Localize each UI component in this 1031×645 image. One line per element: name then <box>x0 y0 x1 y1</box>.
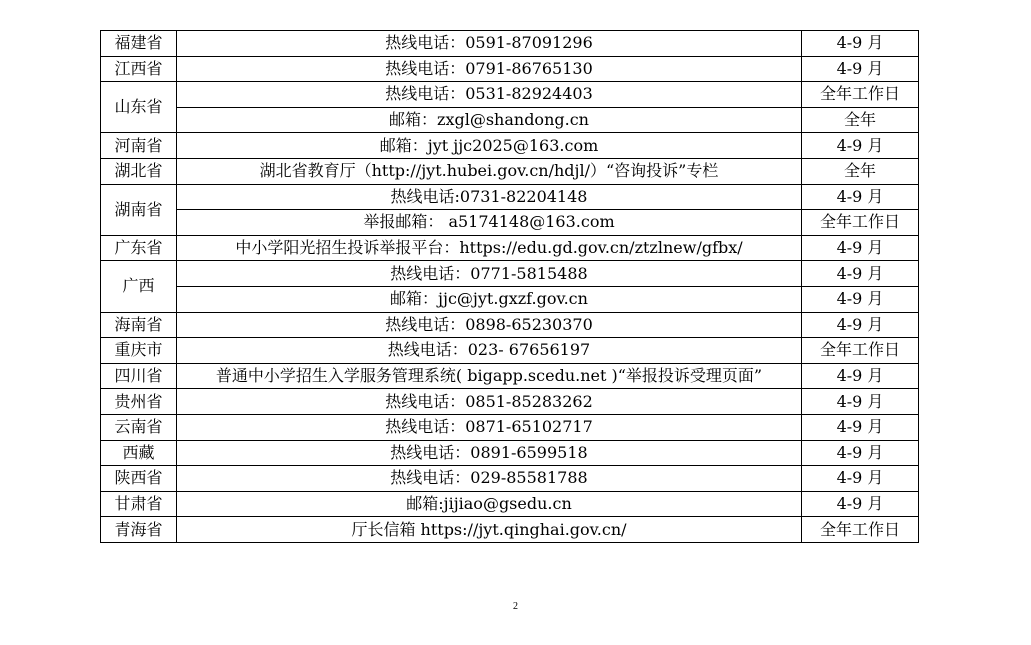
time-cell: 4-9 月 <box>802 184 919 210</box>
contact-cell: 热线电话：0791-86765130 <box>177 56 802 82</box>
table-row <box>101 414 919 440</box>
time-cell: 4-9 月 <box>802 491 919 517</box>
table-row <box>101 184 919 210</box>
table-row <box>101 440 919 466</box>
contact-cell: 邮箱：jjc@jyt.gxzf.gov.cn <box>177 286 802 312</box>
table-row <box>101 338 919 364</box>
time-cell: 4-9 月 <box>802 286 919 312</box>
table-row <box>101 158 919 184</box>
contact-cell: 邮箱：zxgl@shandong.cn <box>177 107 802 133</box>
contact-cell: 中小学阳光招生投诉举报平台：https://edu.gd.gov.cn/ztzlnew/gfbx/ <box>177 235 802 261</box>
contact-cell: 热线电话：0851-85283262 <box>177 389 802 415</box>
province-cell: 山东省 <box>101 82 177 133</box>
table-row <box>101 107 919 133</box>
time-cell: 4-9 月 <box>802 389 919 415</box>
contact-cell: 邮箱:jijiao@gsedu.cn <box>177 491 802 517</box>
time-cell: 4-9 月 <box>802 312 919 338</box>
contact-cell: 热线电话：0771-5815488 <box>177 261 802 287</box>
table-row <box>101 466 919 492</box>
table-row <box>101 312 919 338</box>
contact-cell: 热线电话:0731-82204148 <box>177 184 802 210</box>
province-cell: 海南省 <box>101 312 177 338</box>
time-cell: 4-9 月 <box>802 133 919 159</box>
table-row <box>101 286 919 312</box>
province-cell: 云南省 <box>101 414 177 440</box>
contact-cell: 热线电话：0531-82924403 <box>177 82 802 108</box>
time-cell: 全年工作日 <box>802 210 919 236</box>
table-body <box>101 31 919 543</box>
contact-table <box>100 30 919 543</box>
province-cell: 陕西省 <box>101 466 177 492</box>
time-cell: 4-9 月 <box>802 56 919 82</box>
contact-cell: 厅长信箱 https://jyt.qinghai.gov.cn/ <box>177 517 802 543</box>
contact-cell: 举报邮箱： a5174148@163.com <box>177 210 802 236</box>
table-row <box>101 261 919 287</box>
time-cell: 全年工作日 <box>802 82 919 108</box>
time-cell: 4-9 月 <box>802 261 919 287</box>
contact-cell: 热线电话：0898-65230370 <box>177 312 802 338</box>
province-cell: 福建省 <box>101 31 177 57</box>
province-cell: 西藏 <box>101 440 177 466</box>
contact-cell: 普通中小学招生入学服务管理系统( bigapp.scedu.net )“举报投诉受理页面” <box>177 363 802 389</box>
time-cell: 4-9 月 <box>802 363 919 389</box>
table-row <box>101 31 919 57</box>
time-cell: 全年 <box>802 158 919 184</box>
page-number: 2 <box>513 601 518 612</box>
table-row <box>101 389 919 415</box>
province-cell: 江西省 <box>101 56 177 82</box>
contact-cell: 热线电话：023- 67656197 <box>177 338 802 364</box>
province-cell: 广西 <box>101 261 177 312</box>
time-cell: 4-9 月 <box>802 235 919 261</box>
table-row <box>101 133 919 159</box>
table-row <box>101 517 919 543</box>
province-cell: 甘肃省 <box>101 491 177 517</box>
province-cell: 青海省 <box>101 517 177 543</box>
table-row <box>101 56 919 82</box>
time-cell: 全年 <box>802 107 919 133</box>
time-cell: 全年工作日 <box>802 338 919 364</box>
contact-cell: 热线电话：0891-6599518 <box>177 440 802 466</box>
province-cell: 湖北省 <box>101 158 177 184</box>
time-cell: 4-9 月 <box>802 414 919 440</box>
time-cell: 4-9 月 <box>802 466 919 492</box>
province-cell: 重庆市 <box>101 338 177 364</box>
province-cell: 湖南省 <box>101 184 177 235</box>
province-cell: 广东省 <box>101 235 177 261</box>
province-cell: 河南省 <box>101 133 177 159</box>
contact-cell: 湖北省教育厅（http://jyt.hubei.gov.cn/hdjl/）“咨询投诉”专栏 <box>177 158 802 184</box>
contact-cell: 热线电话：029-85581788 <box>177 466 802 492</box>
table-row <box>101 491 919 517</box>
contact-cell: 热线电话：0871-65102717 <box>177 414 802 440</box>
time-cell: 全年工作日 <box>802 517 919 543</box>
time-cell: 4-9 月 <box>802 440 919 466</box>
table-row <box>101 82 919 108</box>
table-row <box>101 235 919 261</box>
table-row <box>101 363 919 389</box>
contact-cell: 热线电话：0591-87091296 <box>177 31 802 57</box>
contact-cell: 邮箱：jyt jjc2025@163.com <box>177 133 802 159</box>
table-row <box>101 210 919 236</box>
province-cell: 四川省 <box>101 363 177 389</box>
time-cell: 4-9 月 <box>802 31 919 57</box>
province-cell: 贵州省 <box>101 389 177 415</box>
